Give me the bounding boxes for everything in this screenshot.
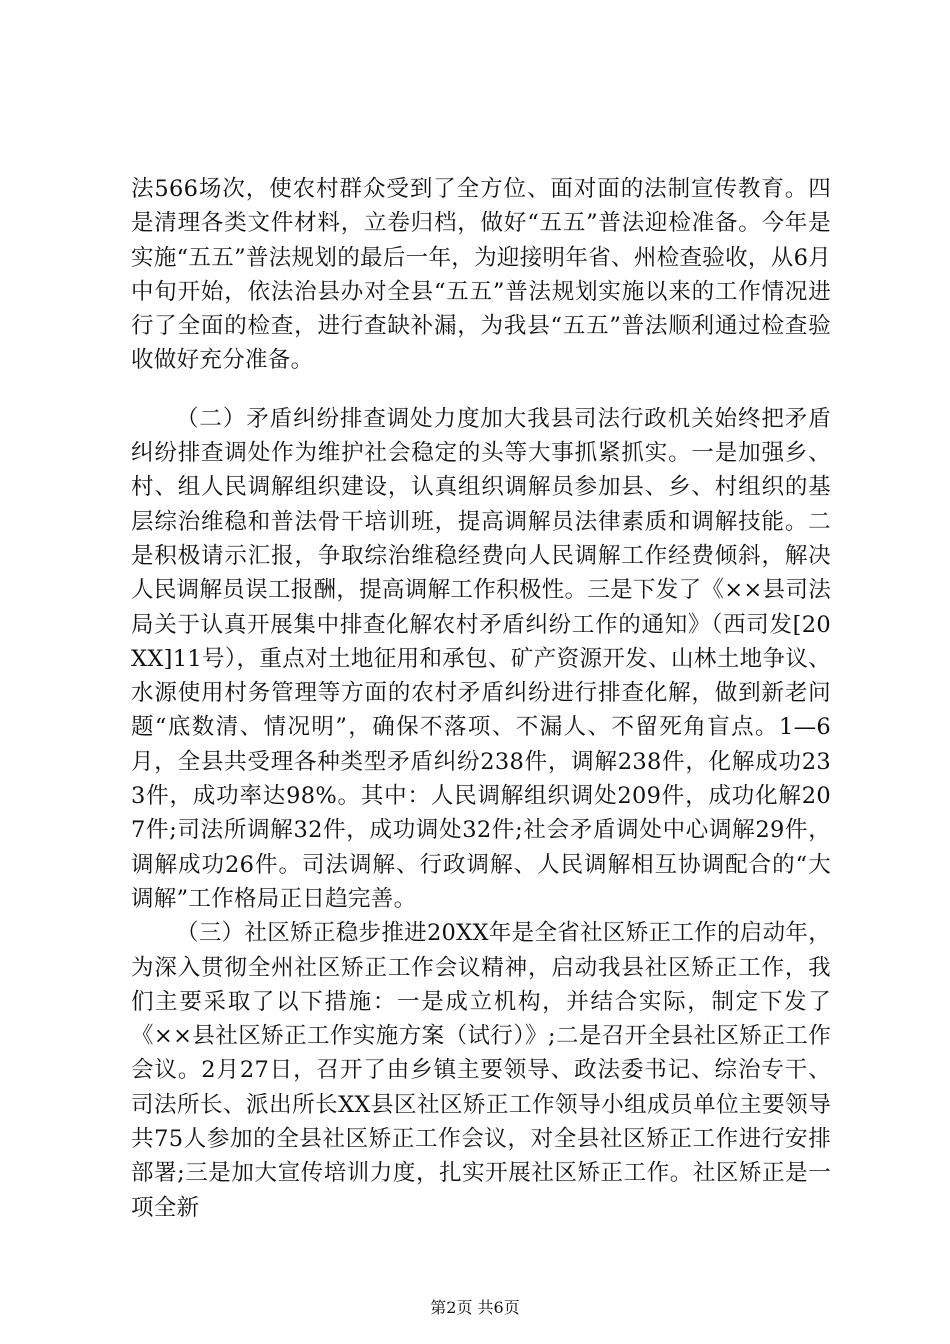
page-number-footer: 第2页 共6页 xyxy=(430,1298,520,1317)
paragraph-gap xyxy=(131,378,831,402)
paragraph-continuation: 法566场次，使农村群众受到了全方位、面对面的法制宣传教育。四是清理各类文件材料，立卷归档，做好“五五”普法迎检准备。今年是实施“五五”普法规划的最后一年，为迎接明年省、州检查验收，从6月中旬开始，依法治县办对全县“五五”普法规划实施以来的工作情况进行了全面的检查，进行查缺补漏，为我县“五五”普法顺利通过检查验收做好充分准备。 xyxy=(131,176,831,374)
paragraph-community-correction: （三）社区矫正稳步推进20XX年是全省社区矫正工作的启动年，为深入贯彻全州社区矫正工作会议精神，启动我县社区矫正工作，我们主要采取了以下措施：一是成立机构，并结合实际，制定下发了《××县社区矫正工作实施方案（试行）》;二是召开全县社区矫正工作会议。2月27日，召开了由乡镇主要领导、政法委书记、综治专干、司法所长、派出所长XX县区社区矫正工作领导小组成员单位主要领导共75人参加的全县社区矫正工作会议，对全县社区矫正工作进行安排部署;三是加大宣传培训力度，扎实开展社区矫正工作。社区矫正是一项全新 xyxy=(131,920,831,1221)
paragraph-dispute-mediation: （二）矛盾纠纷排查调处力度加大我县司法行政机关始终把矛盾纠纷排查调处作为维护社会稳定的头等大事抓紧抓实。一是加强乡、村、组人民调解组织建设，认真组织调解员参加县、乡、村组织的基层综治维稳和普法骨干培训班，提高调解员法律素质和调解技能。二是积极请示汇报，争取综治维稳经费向人民调解工作经费倾斜，解决人民调解员误工报酬，提高调解工作积极性。三是下发了《××县司法局关于认真开展集中排查化解农村矛盾纠纷工作的通知》（西司发[20XX]11号），重点对土地征用和承包、矿产资源开发、山林土地争议、水源使用村务管理等方面的农村矛盾纠纷进行排查化解，做到新老问题“底数清、情况明”，确保不落项、不漏人、不留死角盲点。1—6月，全县共受理各种类型矛盾纠纷238件，调解238件，化解成功233件，成功率达98%。其中：人民调解组织调处209件，成功化解207件;司法所调解32件，成功调处32件;社会矛盾调处中心调解29件，调解成功26件。司法调解、行政调解、人民调解相互协调配合的“大调解”工作格局正日趋完善。 xyxy=(131,405,831,912)
document-body xyxy=(131,172,831,1225)
